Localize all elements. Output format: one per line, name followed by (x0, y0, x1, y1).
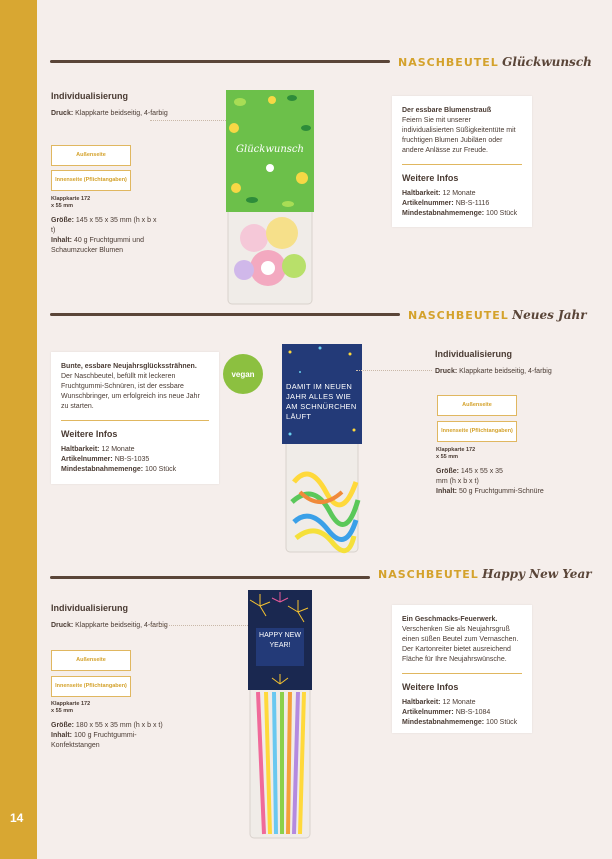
card-headline: Ein Geschmacks-Feuerwerk. (402, 616, 498, 623)
section-heading (378, 567, 592, 581)
section-rule (50, 60, 390, 63)
spec-block (436, 447, 576, 497)
block-title: Individualisierung (51, 603, 129, 613)
card-print-text: Glückwunsch (236, 144, 304, 155)
haltbarkeit-value: 12 Monate (442, 190, 476, 197)
side-accent-bar (0, 0, 37, 859)
mindestabnahme-value: 100 Stück (486, 210, 518, 217)
card-description: Verschenken Sie als Neujahrsgruß einen süßen Beutel zum Vernaschen. Der Kartonreiter bietet ausreichend Fläche für Ihre Neujahrswünsche. (402, 626, 519, 663)
info-card (51, 352, 219, 484)
druck-value: Klappkarte beidseitig, 4-farbig (75, 622, 168, 629)
section-heading (408, 308, 587, 322)
vegan-badge: vegan (223, 354, 263, 394)
heading-product-name: Happy New Year (482, 567, 592, 581)
callout-line (356, 370, 432, 371)
mindestabnahme-label: Mindestabnahmemenge: (61, 466, 144, 473)
card-divider (402, 164, 522, 165)
inhalt-label: Inhalt: (436, 488, 457, 495)
card-print-text: HAPPY NEW YEAR! (259, 632, 301, 649)
spec-block (51, 196, 161, 256)
groesse-value: 145 x 55 x 35 mm (h x b x t) (51, 217, 157, 234)
klappkarte-size: Klappkarte 172 x 55 mm (51, 196, 91, 209)
groesse-value: 145 x 55 x 35 mm (h x b x t) (436, 468, 503, 485)
card-headline: Bunte, essbare Neujahrsglückssträhnen. (61, 363, 197, 370)
inhalt-value: 100 g Fruchtgummi-Konfektstangen (51, 732, 137, 749)
groesse-label: Größe: (51, 722, 74, 729)
heading-label: NASCHBEUTEL (398, 56, 499, 69)
section-rule (50, 313, 400, 316)
artikelnummer-label: Artikelnummer: (402, 200, 454, 207)
haltbarkeit-value: 12 Monate (101, 446, 135, 453)
heading-product-name: Glückwunsch (502, 55, 592, 69)
groesse-label: Größe: (51, 217, 74, 224)
card-print-text: DAMIT IM NEUEN JAHR ALLES WIE AM SCHNÜRCHEN LÄUFT (286, 382, 357, 421)
groesse-value: 180 x 55 x 35 mm (h x b x t) (75, 722, 163, 729)
section-rule (50, 576, 370, 579)
groesse-label: Größe: (436, 468, 459, 475)
artikelnummer-value: NB-S-1035 (114, 456, 150, 463)
product-image-glueckwunsch (222, 88, 318, 306)
inhalt-label: Inhalt: (51, 237, 72, 244)
card-description: Der Naschbeutel, befüllt mit leckeren Fruchtgummi-Schnüren, ist der essbare Wunschbringer, um erfolgreich ins neue Jahr zu starten. (61, 373, 200, 410)
individualisierung-block (51, 91, 171, 119)
card-divider (61, 420, 209, 421)
druck-label: Druck: (51, 110, 74, 117)
mindestabnahme-label: Mindestabnahmemenge: (402, 719, 485, 726)
product-image-neues-jahr (280, 342, 364, 554)
haltbarkeit-value: 12 Monate (442, 699, 476, 706)
mindestabnahme-value: 100 Stück (486, 719, 518, 726)
individualisierung-block (51, 603, 171, 631)
spec-block (51, 701, 181, 751)
info-card (392, 96, 532, 227)
innenseite-button[interactable]: Innenseite (Pflichtangaben) (437, 421, 517, 442)
weitere-infos-title: Weitere Infos (402, 682, 459, 692)
heading-label: NASCHBEUTEL (408, 309, 509, 322)
artikelnummer-value: NB-S-1116 (455, 200, 490, 207)
card-divider (402, 673, 522, 674)
aussenseite-button[interactable]: Außenseite (51, 650, 131, 671)
haltbarkeit-label: Haltbarkeit: (402, 699, 441, 706)
callout-line (150, 625, 248, 626)
druck-value: Klappkarte beidseitig, 4-farbig (75, 110, 168, 117)
druck-label: Druck: (435, 368, 458, 375)
weitere-infos-title: Weitere Infos (402, 173, 459, 183)
block-title: Individualisierung (435, 349, 513, 359)
mindestabnahme-value: 100 Stück (145, 466, 177, 473)
aussenseite-button[interactable]: Außenseite (51, 145, 131, 166)
product-image-happy-new-year (244, 588, 316, 840)
klappkarte-size: Klappkarte 172 x 55 mm (436, 447, 476, 460)
artikelnummer-label: Artikelnummer: (61, 456, 113, 463)
mindestabnahme-label: Mindestabnahmemenge: (402, 210, 485, 217)
aussenseite-button[interactable]: Außenseite (437, 395, 517, 416)
card-headline: Der essbare Blumenstrauß (402, 107, 492, 114)
artikelnummer-label: Artikelnummer: (402, 709, 454, 716)
section-heading (398, 55, 592, 69)
druck-label: Druck: (51, 622, 74, 629)
block-title: Individualisierung (51, 91, 129, 101)
inhalt-value: 40 g Fruchtgummi und Schaumzucker Blumen (51, 237, 144, 254)
klappkarte-size: Klappkarte 172 x 55 mm (51, 701, 91, 714)
haltbarkeit-label: Haltbarkeit: (402, 190, 441, 197)
weitere-infos-title: Weitere Infos (61, 429, 118, 439)
card-description: Feiern Sie mit unserer individualisierten Süßigkeitentüte mit fruchtigen Blumen Jubiläen oder andere Anlässe zur Freude. (402, 117, 516, 154)
inhalt-label: Inhalt: (51, 732, 72, 739)
heading-label: NASCHBEUTEL (378, 568, 479, 581)
inhalt-value: 50 g Fruchtgummi-Schnüre (458, 488, 544, 495)
artikelnummer-value: NB-S-1084 (455, 709, 491, 716)
haltbarkeit-label: Haltbarkeit: (61, 446, 100, 453)
innenseite-button[interactable]: Innenseite (Pflichtangaben) (51, 676, 131, 697)
page-number: 14 (10, 811, 24, 825)
druck-value: Klappkarte beidseitig, 4-farbig (459, 368, 552, 375)
callout-line (150, 120, 228, 121)
heading-product-name: Neues Jahr (512, 308, 587, 322)
innenseite-button[interactable]: Innenseite (Pflichtangaben) (51, 170, 131, 191)
individualisierung-block (435, 349, 555, 377)
info-card (392, 605, 532, 733)
